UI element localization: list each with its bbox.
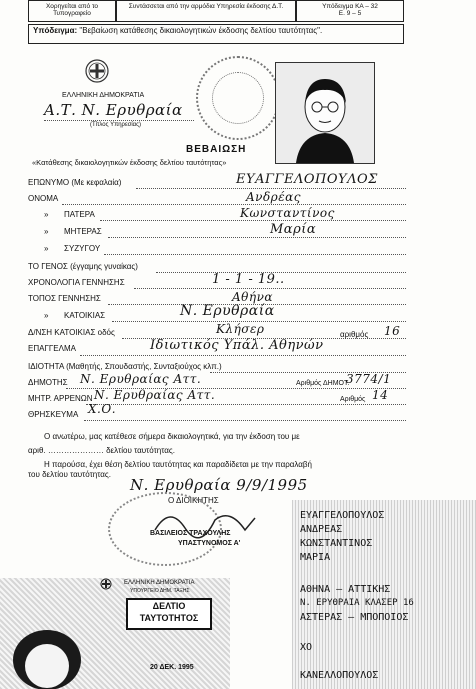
male-registry-label: ΜΗΤΡ. ΑΡΡΕΝΩΝ (28, 394, 93, 403)
issuer-authority: Α.Τ. Ν. Ερυθραία (44, 101, 183, 119)
residence-label: ΚΑΤΟΙΚΙΑΣ (64, 311, 106, 320)
male-registry-value: Ν. Ερυθραίας Αττ. (94, 388, 216, 402)
issuer-caption: (Τίτλος Υπηρεσίας) (90, 122, 142, 128)
registry-no-label: Αριθμός (340, 396, 366, 403)
stamp-rank: ΥΠΑΣΤΥΝΟΜΟΣ Α' (178, 540, 241, 547)
dob-value: 1 - 1 - 19.. (212, 272, 285, 287)
official-seal (196, 56, 280, 140)
father-line (100, 220, 406, 221)
pob-label: ΤΟΠΟΣ ΓΕΝΝΗΣΗΣ (28, 294, 101, 303)
surname-value: ΕΥΑΓΓΕΛΟΠΟΥΛΟΣ (236, 172, 378, 187)
issuer-republic: ΕΛΛΗΝΙΚΗ ΔΗΜΟΚΡΑΤΙΑ (62, 92, 145, 99)
body-line-3: Η παρούσα, έχει θέση δελτίου ταυτότητας και παραδίδεται με την παραλαβή (44, 460, 312, 469)
pob-value: Αθήνα (232, 290, 273, 304)
profession-line (80, 355, 406, 356)
number-value: 16 (384, 324, 401, 338)
profession-value: Ιδιωτικός Υπάλ. Αθηνών (150, 338, 324, 353)
name-value: Ανδρέας (246, 190, 302, 204)
signer-role: Ο ΔΙΟΙΚΗΤΗΣ (168, 496, 219, 505)
header-cell-printer-text: Χορηγείται από το Τυπογραφείο (45, 3, 99, 18)
id-card-emblem-icon (100, 578, 112, 590)
id-back-line-9: ΚΑΝΕΛΛΟΠΟΥΛΟΣ (300, 670, 379, 681)
model-code: Υπόδειγμα ΚΑ – 32 (322, 3, 378, 10)
stamp-name: ΒΑΣΙΛΕΙΟΣ ΤΡΑΧΟΥΛΗΣ (150, 530, 231, 537)
body-line-4: του δελτίου ταυτότητας. (28, 470, 111, 479)
doc-title: ΒΕΒΑΙΩΣΗ (186, 144, 247, 155)
father-value: Κωνσταντίνος (240, 206, 335, 220)
id-back-line-3: ΚΩΝΣΤΑΝΤΙΝΟΣ (300, 538, 373, 549)
surname-line (136, 188, 406, 189)
header-cell-authority-text: Συντάσσεται από την αρμόδια Υπηρεσία έκδοσης Δ.Τ. (128, 3, 284, 10)
residence-prefix: » (44, 311, 49, 320)
registry-no-value: 14 (372, 388, 389, 402)
id-back-line-7: ΑΣΤΕΡΑΣ – ΜΠΟΠΟΙΟΣ (300, 612, 409, 623)
model-title-box (28, 24, 404, 44)
education-label: ΙΔΙΟΤΗΤΑ (Μαθητής, Σπουδαστής, Συνταξιούχος κλπ.) (28, 362, 222, 371)
number-label: αριθμός (340, 330, 369, 339)
id-back-line-5: ΑΘΗΝΑ – ΑΤΤΙΚΗΣ (300, 584, 391, 595)
mother-prefix: » (44, 227, 49, 236)
residence-value: Ν. Ερυθραία (180, 303, 275, 319)
maiden-label: ΤΟ ΓΕΝΟΣ (έγγαμης γυναίκας) (28, 262, 138, 271)
applicant-photo (275, 62, 375, 164)
religion-value: Χ.Ο. (88, 402, 117, 416)
religion-label: ΘΡΗΣΚΕΥΜΑ (28, 410, 79, 419)
id-back-line-4: ΜΑΡΙΑ (300, 552, 331, 563)
model-label: Υπόδειγμα: (33, 26, 78, 35)
body-line-2: αριθ. ………………… δελτίου ταυτότητας. (28, 446, 175, 455)
name-label: ΟΝΟΜΑ (28, 194, 59, 203)
id-card-title-box (126, 598, 212, 630)
municipality-value: Ν. Ερυθραίας Αττ. (80, 372, 202, 386)
id-card-date: 20 ΔΕΚ. 1995 (150, 664, 194, 671)
model-subcode: Ε. 9 – 5 (338, 10, 362, 18)
municipality-label: ΔΗΜΟΤΗΣ (28, 378, 68, 387)
municipal-no-value: 3774/1 (346, 372, 392, 386)
place-date: Ν. Ερυθραία 9/9/1995 (130, 476, 308, 494)
id-back-line-8: ΧΟ (300, 642, 313, 653)
male-registry-line (86, 404, 406, 405)
spouse-line (104, 254, 406, 255)
mother-value: Μαρία (270, 222, 317, 237)
municipal-no-label: Αριθμός ΔΗΜΟΤ. (296, 380, 350, 387)
header-cell-authority (116, 0, 296, 22)
mother-label: ΜΗΤΕΡΑΣ (64, 227, 102, 236)
profession-label: ΕΠΑΓΓΕΛΜΑ (28, 344, 76, 353)
id-card-front (0, 578, 230, 689)
issuer-underline (44, 120, 194, 121)
mother-line (108, 237, 406, 238)
coat-of-arms-icon (84, 58, 110, 84)
religion-line (84, 420, 406, 421)
id-card-portrait-icon (2, 612, 92, 689)
dob-line (134, 288, 406, 289)
spouse-label: ΣΥΖΥΓΟΥ (64, 244, 101, 253)
id-card-title-line2: ΤΑΥΤΟΤΗΤΟΣ (139, 613, 199, 623)
header-cell-model (296, 0, 404, 22)
dob-label: ΧΡΟΝΟΛΟΓΙΑ ΓΕΝΝΗΣΗΣ (28, 278, 125, 287)
name-line (62, 204, 406, 205)
id-card-title-line1: ΔΕΛΤΙΟ (152, 601, 186, 611)
body-line-1: Ο ανωτέρω, μας κατέθεσε σήμερα δικαιολογητικά, για την έκδοση του με (44, 432, 300, 441)
address-label: Δ/ΝΣΗ ΚΑΤΟΙΚΙΑΣ οδός (28, 328, 115, 337)
id-back-line-2: ΑΝΔΡΕΑΣ (300, 524, 343, 535)
id-back-line-6: Ν. ΕΡΥΘΡΑΙΑ ΚΛΑΣΕΡ 16 (300, 598, 414, 608)
official-seal-inner (212, 72, 264, 124)
address-value: Κλήσερ (216, 322, 265, 336)
id-card-ministry: ΥΠΟΥΡΓΕΙΟ ΔΗΜ. ΤΑΞΗΣ (130, 588, 190, 594)
applicant-portrait-icon (276, 63, 374, 163)
spouse-prefix: » (44, 244, 49, 253)
header-cell-printer (28, 0, 116, 22)
id-back-line-1: ΕΥΑΓΓΕΛΟΠΟΥΛΟΣ (300, 510, 385, 521)
doc-subtitle: «Κατάθεσης δικαιολογητικών έκδοσης δελτίου ταυτότητας» (32, 158, 227, 167)
id-card-republic: ΕΛΛΗΝΙΚΗ ΔΗΜΟΚΡΑΤΙΑ (124, 580, 195, 586)
id-card-back (292, 500, 476, 689)
father-prefix: » (44, 210, 49, 219)
father-label: ΠΑΤΕΡΑ (64, 210, 95, 219)
model-text: "Βεβαίωση κατάθεσης δικαιολογητικών έκδοσης δελτίου ταυτότητας". (79, 26, 323, 35)
surname-label: ΕΠΩΝΥΜΟ (Με κεφαλαία) (28, 178, 122, 187)
